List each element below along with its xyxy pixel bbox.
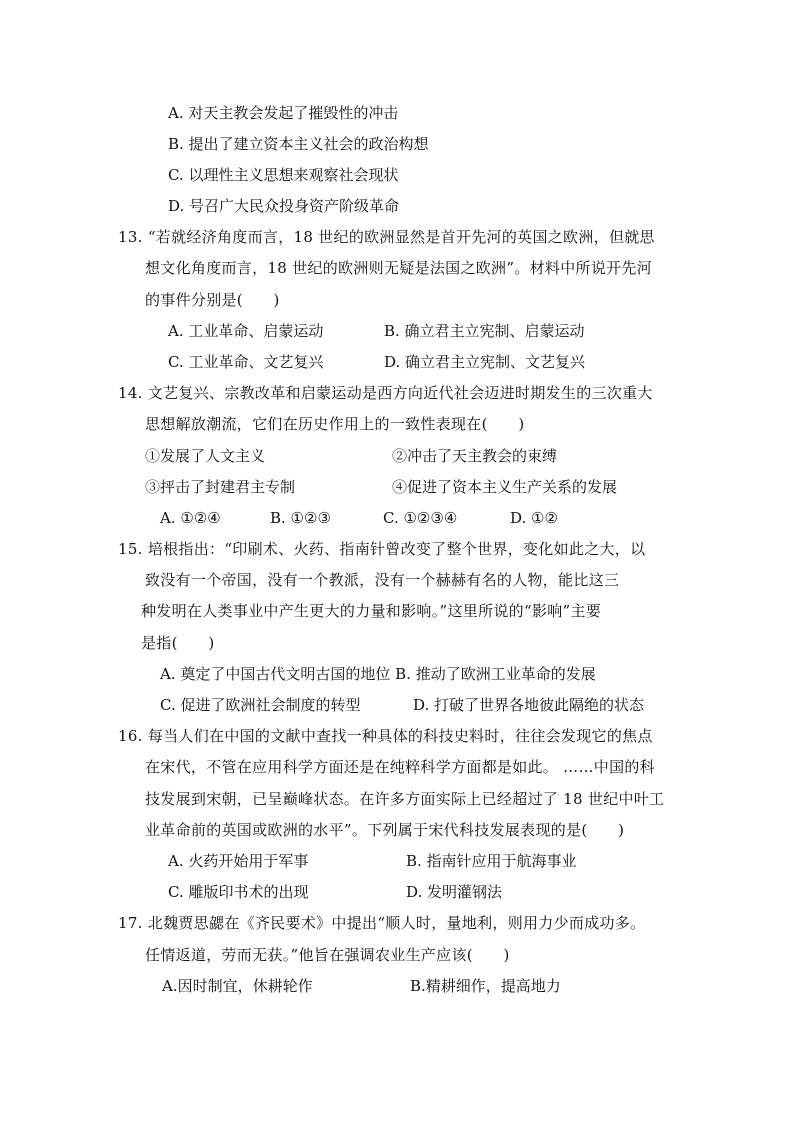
q14-option-a: A. ①②④ bbox=[160, 509, 221, 527]
q14-statement-4: ④促进了资本主义生产关系的发展 bbox=[392, 478, 618, 496]
q16-option-a: A. 火药开始用于军事 bbox=[168, 852, 309, 870]
q12-option-b: B. 提出了建立资本主义社会的政治构想 bbox=[168, 135, 429, 153]
q16-option-c: C. 雕版印书术的出现 bbox=[168, 883, 309, 901]
q17-option-b: B.精耕细作，提高地力 bbox=[410, 977, 561, 995]
q13-option-d: D. 确立君主立宪制、文艺复兴 bbox=[384, 353, 586, 371]
q13-option-b: B. 确立君主立宪制、启蒙运动 bbox=[384, 322, 585, 340]
q14-statement-2: ②冲击了天主教会的束缚 bbox=[392, 447, 558, 465]
q15-option-c: C. 促进了欧洲社会制度的转型 bbox=[160, 696, 361, 714]
q15-stem-line-3: 种发明在人类事业中产生更大的力量和影响。”这里所说的“影响”主要 bbox=[141, 602, 602, 620]
q14-stem-line-1: 14. 文艺复兴、宗教改革和启蒙运动是西方向近代社会迈进时期发生的三次重大 bbox=[118, 384, 653, 402]
q16-stem-line-1: 16. 每当人们在中国的文献中查找一种具体的科技史料时，往往会发现它的焦点 bbox=[118, 727, 653, 745]
q14-statement-1: ①发展了人文主义 bbox=[145, 447, 266, 465]
q16-option-b: B. 指南针应用于航海事业 bbox=[406, 852, 577, 870]
q16-stem-line-2: 在宋代，不管在应用科学方面还是在纯粹科学方面都是如此。 ……中国的科 bbox=[145, 758, 655, 776]
q15-stem-line-4: 是指( ) bbox=[141, 634, 215, 652]
q12-option-c: C. 以理性主义思想来观察社会现状 bbox=[168, 166, 399, 184]
q16-option-d: D. 发明灌钢法 bbox=[406, 883, 503, 901]
q14-stem-line-2: 思想解放潮流，它们在历史作用上的一致性表现在( ) bbox=[145, 415, 525, 433]
q17-stem-line-1: 17. 北魏贾思勰在《齐民要术》中提出“顺人时，量地利，则用力少而成功多。 bbox=[118, 914, 646, 932]
q16-stem-line-4: 业革命前的英国或欧洲的水平”。下列属于宋代科技发展表现的是( ) bbox=[145, 821, 625, 839]
q15-option-d: D. 打破了世界各地彼此隔绝的状态 bbox=[413, 696, 645, 714]
q17-stem-line-2: 任情返道，劳而无获。”他旨在强调农业生产应该( ) bbox=[145, 946, 510, 964]
q13-option-a: A. 工业革命、启蒙运动 bbox=[168, 322, 324, 340]
q13-option-c: C. 工业革命、文艺复兴 bbox=[168, 353, 324, 371]
q17-option-a: A.因时制宜，休耕轮作 bbox=[162, 977, 313, 995]
q15-stem-line-1: 15. 培根指出：“印刷术、火药、指南针曾改变了整个世界，变化如此之大，以 bbox=[118, 540, 646, 558]
q15-option-ab: A. 奠定了中国古代文明古国的地位 B. 推动了欧洲工业革命的发展 bbox=[160, 665, 596, 683]
q15-stem-line-2: 致没有一个帝国，没有一个教派，没有一个赫赫有名的人物，能比这三 bbox=[145, 571, 620, 589]
q13-stem-line-3: 的事件分别是( ) bbox=[145, 291, 280, 309]
q13-stem-line-1: 13. “若就经济角度而言，18 世纪的欧洲显然是首开先河的英国之欧洲，但就思 bbox=[118, 228, 655, 246]
q16-stem-line-3: 技发展到宋朝，已呈巅峰状态。在许多方面实际上已经超过了 18 世纪中叶工 bbox=[145, 790, 665, 808]
q14-option-b: B. ①②③ bbox=[270, 509, 331, 527]
q12-option-a: A. 对天主教会发起了摧毁性的冲击 bbox=[168, 104, 399, 122]
q14-option-c: C. ①②③④ bbox=[383, 509, 458, 527]
q13-stem-line-2: 想文化角度而言，18 世纪的欧洲则无疑是法国之欧洲”。材料中所说开先河 bbox=[145, 259, 653, 277]
q14-statement-3: ③抨击了封建君主专制 bbox=[145, 478, 296, 496]
q14-option-d: D. ①② bbox=[510, 509, 558, 527]
q12-option-d: D. 号召广大民众投身资产阶级革命 bbox=[168, 197, 400, 215]
